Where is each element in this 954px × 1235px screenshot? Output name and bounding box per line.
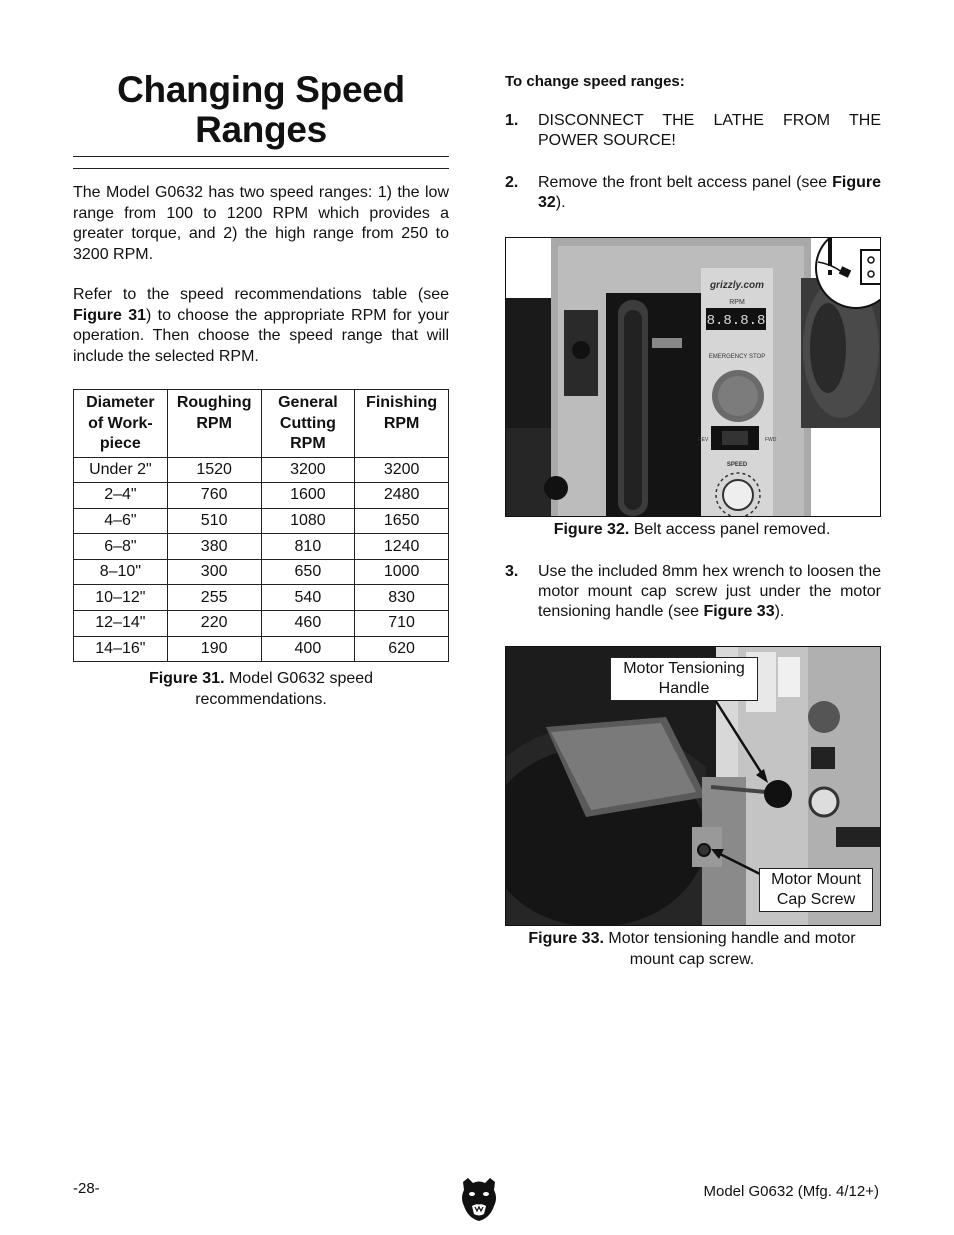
tensioning-handle-knob bbox=[764, 780, 792, 808]
intro-p2-post: ) to choose the appropriate RPM for your operation. Then choose the speed range that will include the selected RPM. bbox=[73, 306, 449, 365]
header-finishing-line: RPM bbox=[383, 414, 420, 432]
header-finishing bbox=[355, 390, 449, 458]
step-3-text bbox=[538, 562, 881, 622]
cell-finishing: 2480 bbox=[355, 483, 449, 509]
cell-roughing: 1520 bbox=[167, 457, 261, 483]
cap-screw bbox=[698, 844, 710, 856]
speed-dial-knob bbox=[723, 480, 753, 510]
grizzly-bear-logo-icon bbox=[458, 1176, 500, 1222]
step-2-post: ). bbox=[555, 194, 566, 211]
model-footer: Model G0632 (Mfg. 4/12+) bbox=[703, 1183, 879, 1200]
step-3 bbox=[505, 562, 881, 624]
cell-finishing: 3200 bbox=[355, 457, 449, 483]
step-2-pre: Remove the front belt access panel (see bbox=[538, 174, 833, 191]
figure-33-photo bbox=[505, 646, 881, 926]
figure-33-caption bbox=[505, 929, 879, 970]
cell-diameter: 8–10" bbox=[74, 559, 168, 585]
table-row bbox=[74, 559, 449, 585]
rev-label: REV bbox=[698, 437, 709, 443]
step-3-post: ). bbox=[774, 603, 785, 620]
cell-general: 1080 bbox=[261, 508, 355, 534]
speed-dial-label: SPEED bbox=[726, 462, 748, 468]
intro-p2-pre: Refer to the speed recommendations table (see bbox=[73, 286, 449, 303]
step-2 bbox=[505, 173, 881, 215]
step-3-pre: Use the included 8mm hex wrench to loosen the motor mount cap screw just under the motor tensioning handle (see bbox=[538, 563, 881, 620]
cell-diameter: Under 2" bbox=[74, 457, 168, 483]
figure-32-photo bbox=[505, 237, 881, 517]
callout-screw-line2: Cap Screw bbox=[776, 891, 856, 908]
table-row bbox=[74, 483, 449, 509]
intro-paragraph-2 bbox=[73, 285, 449, 367]
cell-diameter: 12–14" bbox=[74, 611, 168, 637]
table-row bbox=[74, 636, 449, 662]
header-roughing-line: Roughing bbox=[176, 394, 252, 411]
figure-32-text: Belt access panel removed. bbox=[629, 521, 831, 538]
belt-access-panel-illustration bbox=[506, 238, 880, 516]
cell-general: 400 bbox=[261, 636, 355, 662]
cell-roughing: 380 bbox=[167, 534, 261, 560]
figure-32-reference[interactable]: Figure 32 bbox=[538, 174, 881, 211]
callout-handle-line1: Motor Tensioning bbox=[623, 660, 745, 677]
figure-32-label: Figure 32. bbox=[553, 521, 630, 538]
callout-motor-mount-cap-screw bbox=[759, 868, 873, 912]
header-diameter-line: Diameter bbox=[86, 394, 155, 411]
header-general-line: General bbox=[278, 394, 338, 411]
table-row bbox=[74, 508, 449, 534]
callout-motor-tensioning-handle bbox=[610, 657, 758, 701]
cell-diameter: 10–12" bbox=[74, 585, 168, 611]
figure-31-caption-line2: recommendations. bbox=[195, 690, 327, 708]
cell-general: 650 bbox=[261, 559, 355, 585]
cell-roughing: 760 bbox=[167, 483, 261, 509]
step-3-number: 3. bbox=[505, 563, 519, 580]
title-rule-top bbox=[73, 156, 449, 157]
figure-33-label: Figure 33. bbox=[528, 930, 604, 947]
figure-31-text1: Model G0632 speed bbox=[224, 670, 374, 687]
table-row bbox=[74, 611, 449, 637]
cell-general: 810 bbox=[261, 534, 355, 560]
figure-31-caption-line1 bbox=[73, 669, 449, 690]
header-roughing-line: RPM bbox=[196, 414, 232, 432]
cell-general: 3200 bbox=[261, 457, 355, 483]
header-general-line: RPM bbox=[290, 435, 326, 452]
header-general bbox=[261, 390, 355, 458]
page-title bbox=[73, 70, 449, 150]
figure-31-label: Figure 31. bbox=[148, 670, 225, 687]
figure-33-reference[interactable]: Figure 33 bbox=[703, 603, 775, 620]
table-row bbox=[74, 457, 449, 483]
cell-diameter: 4–6" bbox=[74, 508, 168, 534]
figure-31-caption bbox=[73, 669, 449, 710]
figure-33-caption-line2: mount cap screw. bbox=[629, 950, 755, 968]
header-diameter-line: piece bbox=[99, 435, 141, 452]
figure-32-caption bbox=[505, 520, 879, 541]
step-1-text: DISCONNECT THE LATHE FROM THE POWER SOURCE! bbox=[538, 112, 881, 149]
figure-31-reference[interactable]: Figure 31 bbox=[73, 306, 146, 324]
cell-diameter: 14–16" bbox=[74, 636, 168, 662]
callout-handle-line2: Handle bbox=[658, 680, 710, 697]
page-title-line1: Changing Speed bbox=[117, 69, 405, 110]
procedure-heading: To change speed ranges: bbox=[505, 73, 685, 90]
rpm-label-text: RPM bbox=[729, 299, 745, 306]
cell-finishing: 1240 bbox=[355, 534, 449, 560]
rpm-display-readout: 8.8.8.8 bbox=[706, 313, 766, 329]
table-row bbox=[74, 585, 449, 611]
cell-finishing: 620 bbox=[355, 636, 449, 662]
header-general-line: Cutting bbox=[279, 414, 336, 432]
figure-33-text1: Motor tensioning handle and motor bbox=[603, 930, 856, 947]
header-finishing-line: Finishing bbox=[366, 394, 438, 411]
cell-finishing: 1000 bbox=[355, 559, 449, 585]
speed-recommendation-table bbox=[73, 389, 449, 662]
emergency-stop-label: EMERGENCY STOP bbox=[708, 354, 766, 360]
header-roughing bbox=[167, 390, 261, 458]
step-1 bbox=[505, 111, 881, 153]
cell-finishing: 1650 bbox=[355, 508, 449, 534]
table-header-row bbox=[74, 390, 449, 458]
cell-roughing: 190 bbox=[167, 636, 261, 662]
step-2-text bbox=[538, 173, 881, 213]
cell-general: 1600 bbox=[261, 483, 355, 509]
figure-33-caption-line1 bbox=[505, 929, 879, 950]
cell-finishing: 710 bbox=[355, 611, 449, 637]
header-diameter-line: of Work- bbox=[88, 414, 153, 432]
step-2-number: 2. bbox=[505, 174, 519, 191]
panel-brand-text: grizzly.com bbox=[709, 280, 765, 291]
table-row bbox=[74, 534, 449, 560]
intro-paragraph-1: The Model G0632 has two speed ranges: 1) the low range from 100 to 1200 RPM which provides a greater torque, and 2) the high range from 250 to 3200 RPM. bbox=[73, 184, 449, 263]
step-1-number: 1. bbox=[505, 112, 519, 129]
cell-roughing: 510 bbox=[167, 508, 261, 534]
page-number: -28- bbox=[73, 1180, 100, 1197]
cell-roughing: 255 bbox=[167, 585, 261, 611]
callout-screw-line1: Motor Mount bbox=[771, 871, 861, 888]
cell-diameter: 2–4" bbox=[74, 483, 168, 509]
header-diameter bbox=[74, 390, 168, 458]
cell-roughing: 300 bbox=[167, 559, 261, 585]
title-rule-bottom bbox=[73, 168, 449, 169]
cell-finishing: 830 bbox=[355, 585, 449, 611]
page-title-line2: Ranges bbox=[195, 109, 327, 150]
cell-general: 540 bbox=[261, 585, 355, 611]
cell-general: 460 bbox=[261, 611, 355, 637]
cell-roughing: 220 bbox=[167, 611, 261, 637]
fwd-label: FWD bbox=[765, 437, 777, 443]
cell-diameter: 6–8" bbox=[74, 534, 168, 560]
